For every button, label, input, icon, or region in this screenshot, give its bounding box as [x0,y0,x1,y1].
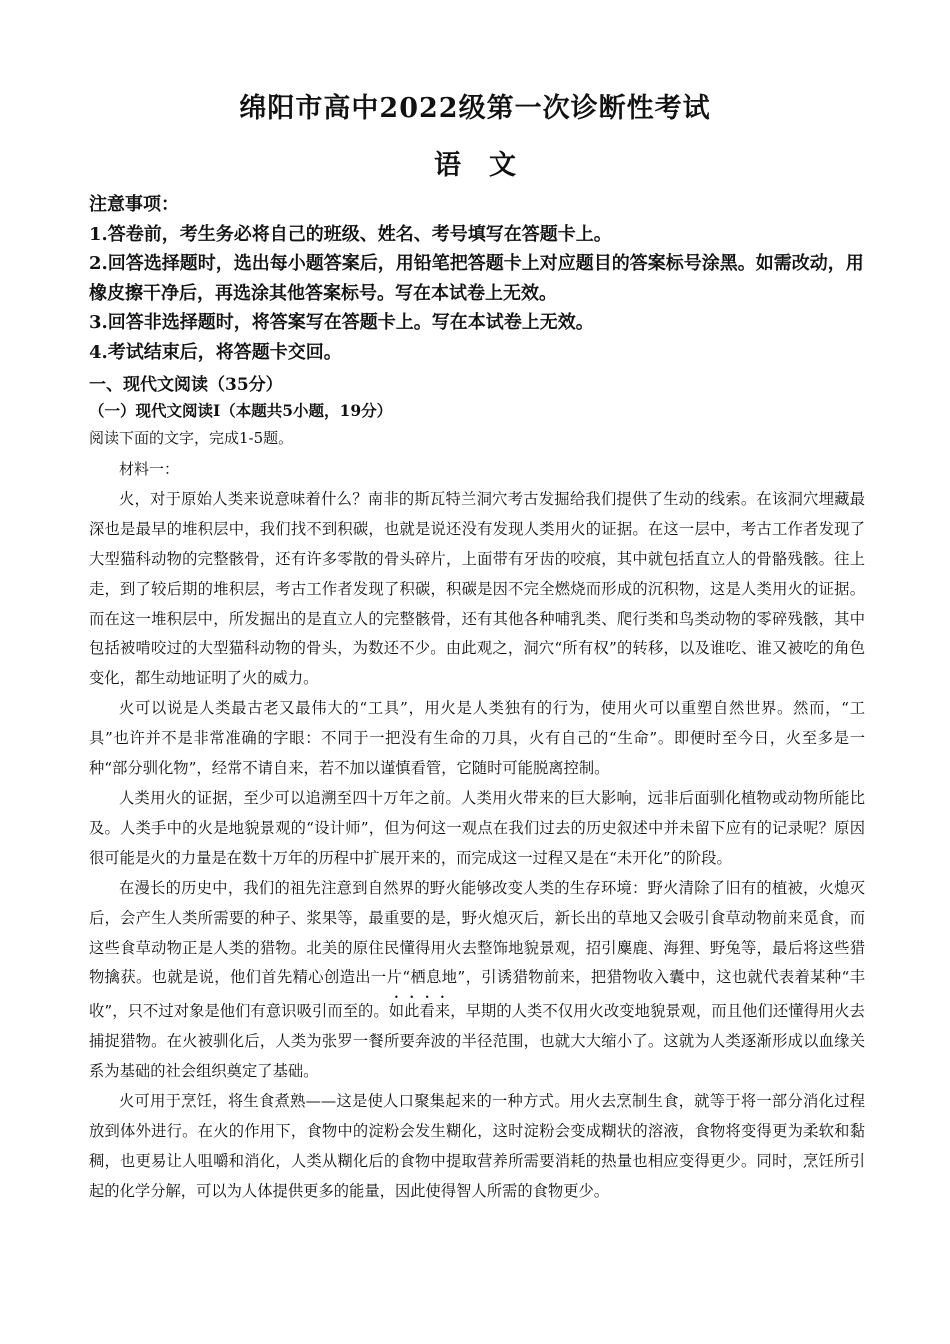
material-label: 材料一： [119,460,180,478]
passage-paragraph [89,874,865,1087]
notice-item: 4.考试结束后，将答题卡交回。 [89,341,342,363]
notice-item: 1.答卷前，考生务必将自己的班级、姓名、考号填写在答题卡上。 [89,223,612,245]
reading-passage [89,455,865,1207]
notice-item: 3.回答非选择题时，将答案写在答题卡上。写在本试卷上无效。 [89,312,594,333]
passage-paragraph: 火可以说是人类最古老又最伟大的“工具”，用火是人类独有的行为，使用火可以重塑自然世界。然而，“工具”也许并不是非常准确的字眼：不同于一把没有生命的刀具，火有自己的“生命”。即便时至今日，火至多是一种“部分驯化物”，经常不请自来，若不加以谨慎看管，它随时可能脱离控制。 [89,699,865,778]
passage-paragraph: 火，对于原始人类来说意味着什么？南非的斯瓦特兰洞穴考古发掘给我们提供了生动的线索。在该洞穴埋藏最深也是最早的堆积层中，我们找不到积碳，也就是说还没有发现人类用火的证据。在这一层中，考古工作者发现了大型猫科动物的完整骸骨，还有许多零散的骨头碎片，上面带有牙齿的咬痕，其中就包括直立人的骨骼残骸。往上走，到了较后期的堆积层，考古工作者发现了积碳，积碳是因不完全燃烧而形成的沉积物，这是人类用火的证据。而在这一堆积层中，所发掘出的是直立人的完整骸骨，还有其他各种哺乳类、爬行类和鸟类动物的零碎残骸，其中包括被啃咬过的大型猫科动物的骨头，为数还不少。由此观之，洞穴“所有权”的转移，以及谁吃、谁又被吃的角色变化，都生动地证明了火的威力。 [89,489,865,688]
emphasized-phrase: 如此看来 [388,1002,451,1021]
notice-block [89,190,879,367]
paragraph-text: ，早期的人类不仅用火改变地貌景观，而且他们还懂得用火去捕捉猎物。在火被驯化后，人类为张罗一餐所要奔波的半径范围，也就大大缩小了。这就为人类逐渐形成以血缘关系为基础的社会组织奠定了基础。 [89,1002,865,1081]
notice-item: 2.回答选择题时，选出每小题答案后，用铅笔把答题卡上对应题目的答案标号涂黑。如需改动，用橡皮擦干净后，再选涂其他答案标号。写在本试卷上无效。 [89,253,864,304]
passage-paragraph: 人类用火的证据，至少可以追溯至四十万年之前。人类用火带来的巨大影响，远非后面驯化植物或动物所能比及。人类手中的火是地貌景观的“设计师”，但为何这一观点在我们过去的历史叙述中并未留下应有的记录呢？原因很可能是火的力量是在数十万年的历程中扩展开来的，而完成这一过程又是在“未开化”的阶段。 [89,788,865,867]
subject-title: 语文 [434,150,544,181]
sub-section-heading: （一）现代文阅读Ⅰ（本题共5小题，19分） [89,401,393,420]
exam-title: 绵阳市高中2022级第一次诊断性考试 [239,93,711,124]
reading-instruction: 阅读下面的文字，完成1-5题。 [89,429,294,447]
passage-paragraph: 火可用于烹饪，将生食煮熟——这是使人口聚集起来的一种方式。用火去烹制生食，就等于将一部分消化过程放到体外进行。在火的作用下，食物中的淀粉会发生糊化，这时淀粉会变成糊状的溶液，食物将变得更为柔软和黏稠，也更易让人咀嚼和消化，人类从糊化后的食物中提取营养所需要消耗的热量也相应变得更少。同时，烹饪所引起的化学分解，可以为人体提供更多的能量，因此使得智人所需的食物更少。 [89,1092,865,1200]
paragraph-text: 在漫长的历史中，我们的祖先注意到自然界的野火能够改变人类的生存环境：野火清除了旧有的植被，火熄灭后，会产生人类所需要的种子、浆果等，最重要的是，野火熄灭后，新长出的草地又会吸引食草动物前来觅食，而这些食草动物正是人类的猎物。北美的原住民懂得用火去整饰地貌景观，招引麋鹿、海狸、野兔等，最后将这些猎物擒获。也就是说，他们首先精心创造出一片“栖息地”，引诱猎物前来，把猎物收入囊中，这也就代表着某种“丰收”，只不过对象是他们有意识吸引而至的。 [89,878,865,1021]
notice-heading: 注意事项： [89,194,179,215]
section-heading: 一、现代文阅读（35分） [89,375,283,395]
